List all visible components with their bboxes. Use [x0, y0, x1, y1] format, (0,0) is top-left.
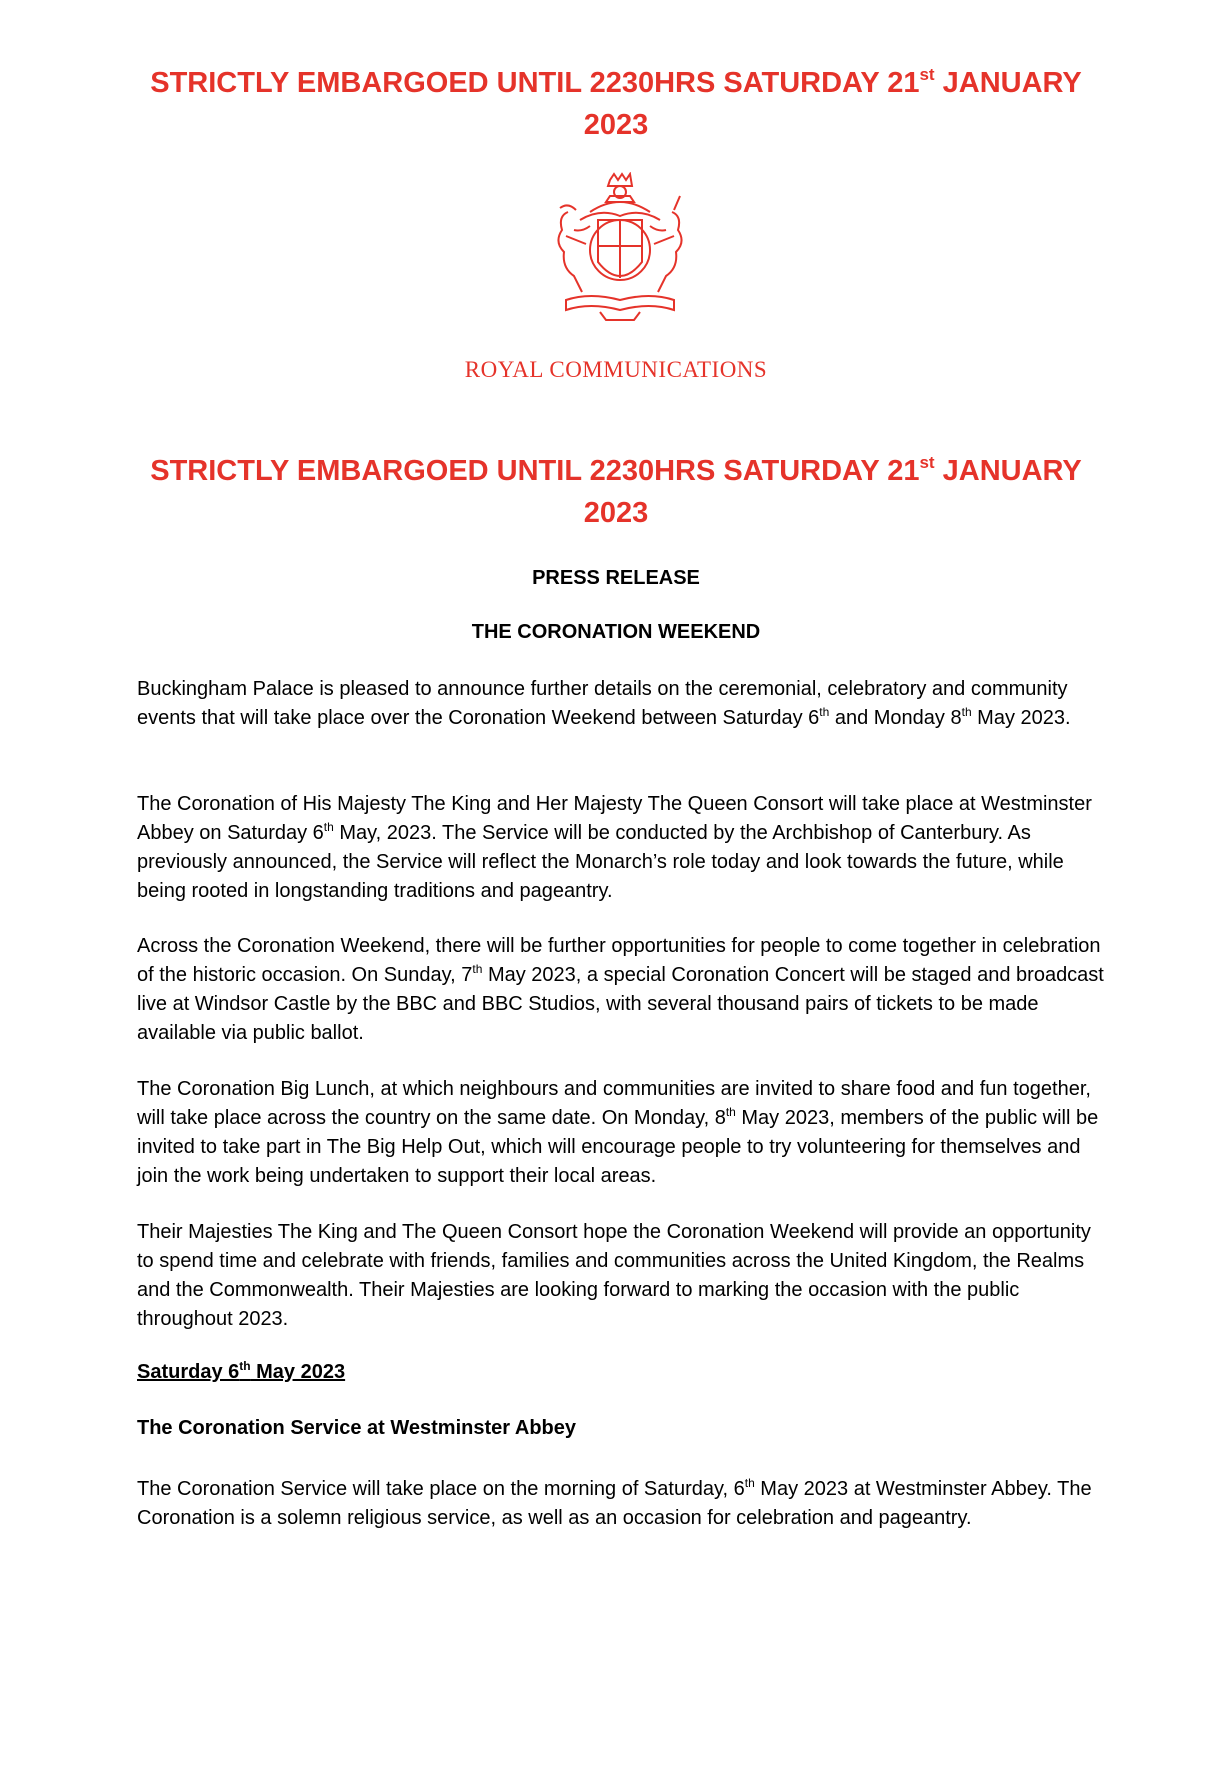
- paragraph-big-lunch: The Coronation Big Lunch, at which neighbours and communities are invited to share food and fun together, will take place across the country on the same date. On Monday, 8th May 2023, members of the public will be invited to take part in The Big Help Out, which will encourage people to try volunteering for themselves and join the work being undertaken to support their local areas.: [137, 1078, 1099, 1187]
- embargo-notice-top: STRICTLY EMBARGOED UNTIL 2230HRS SATURDAY 21st JANUARY 2023: [150, 65, 1082, 141]
- royal-communications-heading: ROYAL COMMUNICATIONS: [464, 357, 768, 382]
- paragraph-majesties: Their Majesties The King and The Queen Consort hope the Coronation Weekend will provide an opportunity to spend time and celebrate with friends, families and communities across the United Kingdom, the Realms and the Commonwealth. Their Majesties are looking forward to marking the occasion with the public throughout 2023.: [137, 1221, 1091, 1330]
- paragraph-intro: Buckingham Palace is pleased to announce further details on the ceremonial, celebratory and community events that will take place over the Coronation Weekend between Saturday 6th and Monday 8th May 2023.: [137, 678, 1071, 729]
- document-title: THE CORONATION WEEKEND: [471, 621, 761, 643]
- date-subheading: Saturday 6th May 2023: [137, 1359, 346, 1383]
- embargo-notice-repeat: STRICTLY EMBARGOED UNTIL 2230HRS SATURDAY 21st JANUARY 2023: [150, 453, 1082, 529]
- paragraph-service: The Coronation Service will take place on the morning of Saturday, 6th May 2023 at Westminster Abbey. The Coronation is a solemn religious service, as well as an occasion for celebration and pageantry.: [137, 1476, 1092, 1529]
- section-heading: The Coronation Service at Westminster Abbey: [137, 1417, 576, 1439]
- royal-coat-of-arms-icon: [540, 172, 700, 322]
- press-release-label: PRESS RELEASE: [532, 567, 700, 589]
- paragraph-concert: Across the Coronation Weekend, there will be further opportunities for people to come together in celebration of the historic occasion. On Sunday, 7th May 2023, a special Coronation Concert will be staged and broadcast live at Windsor Castle by the BBC and BBC Studios, with several thousand pairs of tickets to be made available via public ballot.: [137, 935, 1104, 1044]
- paragraph-coronation: The Coronation of His Majesty The King and Her Majesty The Queen Consort will take place at Westminster Abbey on Saturday 6th May, 2023. The Service will be conducted by the Archbishop of Canterbury. As previously announced, the Service will reflect the Monarch’s role today and look towards the future, while being rooted in longstanding traditions and pageantry.: [137, 793, 1092, 902]
